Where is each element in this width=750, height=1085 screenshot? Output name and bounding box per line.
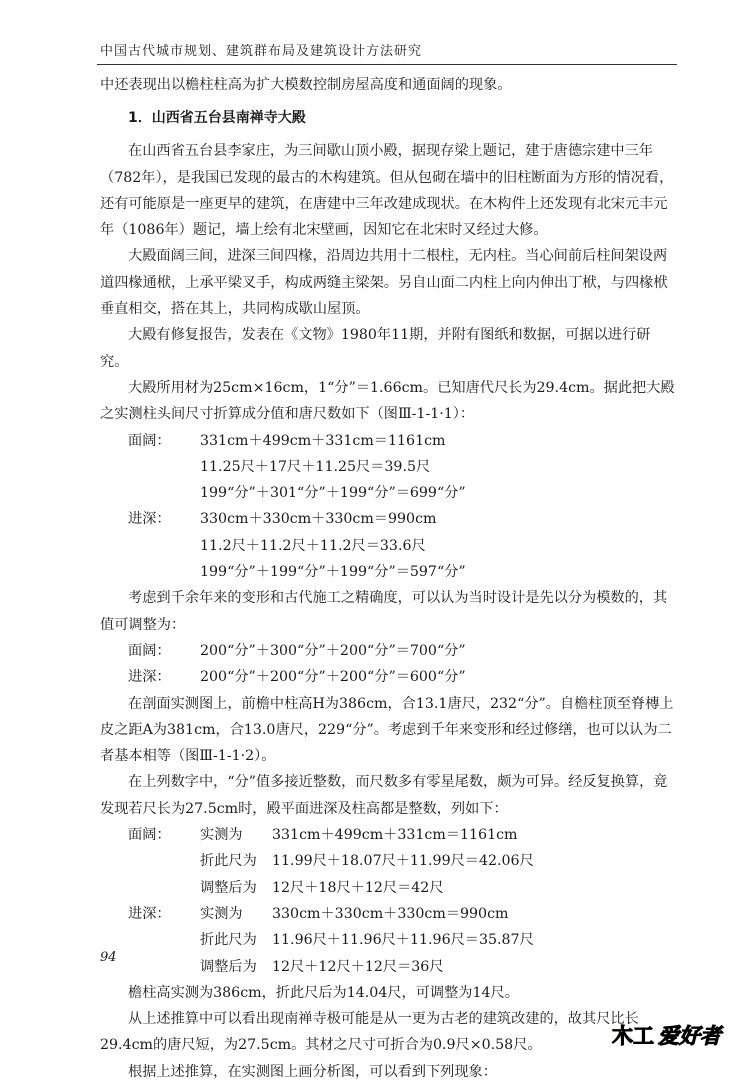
paragraph-location: 在山西省五台县李家庄，为三间歇山顶小殿，据现存梁上题记，建于唐德宗建中三年（782年），是我国已发现的最古的木构建筑。但从包砌在墙中的旧柱断面为方形的情况看，还有可能原是一座更早的建筑，在唐建中三年改建成现状。在木构件上还发现有北宋元丰元年（1086年）题记，墙上绘有北宋壁画，因知它在北宋时又经过大修。: [100, 143, 674, 239]
calc-block-2: [100, 638, 675, 691]
page-number: 94: [100, 950, 117, 965]
paragraph-structure: 大殿面阔三间，进深三间四椽，沿周边共用十二根柱，无内柱。当心间前后柱间架设两道四椽通栿，上承平梁叉手，构成两缝主梁架。另自山面二内柱上向内伸出丁栿，与四椽栿垂直相交，搭在其上，共同构成歇山屋顶。: [100, 248, 668, 318]
paragraph-material: 大殿所用材为25cm×16cm，1“分”＝1.66cm。已知唐代尺长为29.4cm。据此把大殿之实测柱头间尺寸折算成分值和唐尺数如下（图Ⅲ-1-1·1）：: [100, 379, 675, 423]
paragraph-column-height: 檐柱高实测为386cm，折此尺后为14.04尺，可调整为14尺。: [128, 984, 519, 1001]
logo-part-a: 木工: [612, 1024, 654, 1048]
calc-row: 折此尺为 11.99尺＋18.07尺＋11.99尺＝42.06尺: [200, 853, 534, 870]
calc-row: 面阔： 331cm＋499cm＋331cm＝1161cm: [128, 432, 446, 449]
calc-row: 折此尺为 11.96尺＋11.96尺＋11.96尺＝35.87尺: [200, 932, 534, 949]
calc-block-1: [100, 428, 675, 586]
calc-row: 面阔： 实测为 331cm＋499cm＋331cm＝1161cm: [128, 827, 518, 844]
calc-row: 11.2尺＋11.2尺＋11.2尺＝33.6尺: [200, 537, 426, 554]
calc-block-3: [100, 822, 675, 980]
header-rule: [97, 64, 677, 65]
calc-row: 进深： 330cm＋330cm＋330cm＝990cm: [128, 511, 437, 528]
paragraph-analysis: 根据上述推算，在实测图上画分析图，可以看到下列现象：: [128, 1063, 497, 1080]
calc-row: 调整后为 12尺＋18尺＋12尺＝42尺: [200, 879, 444, 896]
paragraph-report: 大殿有修复报告，发表在《文物》1980年11期，并附有图纸和数据，可据以进行研究。: [100, 327, 651, 370]
paragraph-adjustment: 考虑到千余年来的变形和古代施工之精确度，可以认为当时设计是先以分为模数的，其值可调整为：: [100, 590, 668, 633]
section-heading: 1．山西省五台县南禅寺大殿: [128, 110, 306, 127]
running-header: 中国古代城市规划、建筑群布局及建筑设计方法研究: [100, 44, 423, 59]
intro-paragraph: 中还表现出以檐柱柱高为扩大模数控制房屋高度和通面阔的现象。: [100, 77, 512, 93]
logo-part-b: 爱好者: [658, 1024, 721, 1048]
calc-row: 199“分”＋301“分”＋199“分”＝699“分”: [200, 485, 466, 502]
watermark-logo: [612, 1018, 734, 1050]
calc-row: 面阔： 200“分”＋300“分”＋200“分”＝700“分”: [128, 642, 466, 659]
calc-row: 199“分”＋199“分”＋199“分”＝597“分”: [200, 564, 466, 581]
paragraph-section: 在剖面实测图上，前檐中柱高H为386cm，合13.1唐尺，232“分”。自檐柱顶至脊槫上皮之距A为381cm，合13.0唐尺，229“分”。考虑到千年来变形和经过修缮，也可以认为二者基本相等（图Ⅲ-1-1·2）。: [100, 695, 674, 765]
paragraph-conversion: 在上列数字中，“分”值多接近整数，而尺数多有零星尾数，颇为可异。经反复换算，竟发现若尺长为27.5cm时，殿平面进深及柱高都是整数，列如下：: [100, 774, 668, 817]
calc-row: 11.25尺＋17尺＋11.25尺＝39.5尺: [200, 458, 431, 475]
calc-row: 进深： 200“分”＋200“分”＋200“分”＝600“分”: [128, 669, 466, 686]
paragraph-conclusion: 从上述推算中可以看出现南禅寺极可能是从一更为古老的建筑改建的，故其尺比长29.4cm的唐尺短，为27.5cm。其材之尺寸可折合为0.9尺×0.58尺。: [100, 1011, 639, 1054]
body-text: [100, 72, 675, 1085]
calc-row: 进深： 实测为 330cm＋330cm＋330cm＝990cm: [128, 905, 509, 922]
calc-row: 调整后为 12尺＋12尺＋12尺＝36尺: [200, 958, 444, 975]
